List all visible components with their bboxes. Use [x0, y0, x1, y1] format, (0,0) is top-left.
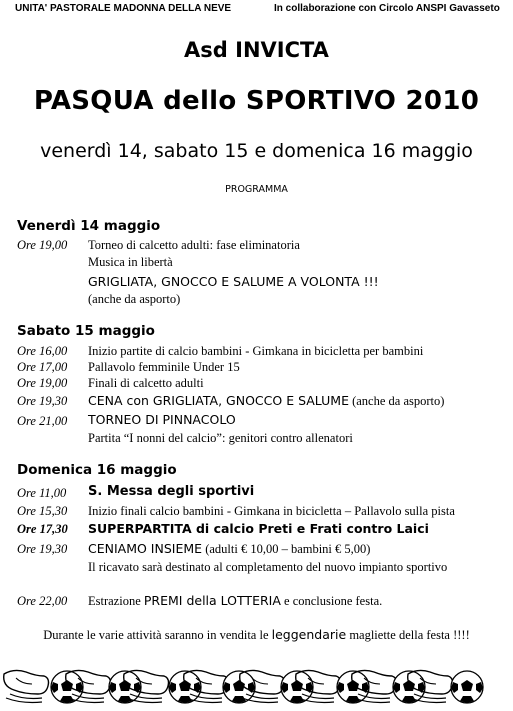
lottery-text: Estrazione: [88, 594, 144, 608]
sunday-time: Ore 22,00: [17, 594, 68, 608]
soccer-ball-icon: [109, 671, 141, 703]
sunday-event: Inizio finali calcio bambini - Gimkana in bicicletta – Pallavolo sulla pista: [88, 504, 455, 518]
friday-event-line: (anche da asporto): [88, 292, 181, 306]
soccer-ball-icon: [51, 671, 83, 703]
friday-event-line: Musica in libertà: [88, 255, 173, 269]
soccer-ball-icon: [451, 671, 483, 703]
superpartita-title: SUPERPARTITA di calcio Preti e Frati contro Laici: [88, 521, 429, 536]
ceniamo-title: CENIAMO INSIEME: [88, 541, 203, 556]
closing-part: Durante le varie attività saranno in vendita le: [43, 628, 272, 642]
lottery-row: [88, 592, 382, 610]
lottery-title: PREMI della LOTTERIA: [143, 593, 281, 608]
saturday-time: Ore 19,30: [17, 394, 68, 408]
sunday-time: Ore 11,00: [17, 486, 67, 500]
sunday-time: Ore 15,30: [17, 504, 68, 518]
saturday-time: Ore 17,00: [17, 360, 68, 374]
sunday-time: Ore 17,30: [17, 522, 68, 536]
dinner-title: CENA con GRIGLIATA, GNOCCO E SALUME: [88, 393, 349, 408]
saturday-time: Ore 19,00: [17, 376, 68, 390]
saturday-event: Finali di calcetto adulti: [88, 376, 204, 390]
nonni-match: Partita “I nonni del calcio”: genitori contro allenatori: [88, 431, 353, 445]
club-title: Asd INVICTA: [184, 38, 329, 62]
soccer-ball-icon: [337, 671, 369, 703]
saturday-time: Ore 16,00: [17, 344, 68, 358]
lottery-end: e conclusione festa.: [280, 594, 383, 608]
ceniamo-row: [88, 540, 370, 558]
soccer-ball-icon: [169, 671, 201, 703]
sunday-heading: Domenica 16 maggio: [17, 462, 177, 478]
mass-title: S. Messa degli sportivi: [88, 484, 255, 499]
ceniamo-note: Il ricavato sarà destinato al completamento del nuovo impianto sportivo: [88, 560, 448, 574]
player-foot-icon: [4, 670, 49, 702]
closing-part: magliette della festa !!!!: [346, 628, 470, 642]
ceniamo-prices: (adulti € 10,00 – bambini € 5,00): [202, 542, 371, 556]
event-title: PASQUA dello SPORTIVO 2010: [33, 86, 480, 116]
closing-emph: leggendarie: [271, 627, 347, 642]
friday-event-line: GRIGLIATA, GNOCCO E SALUME A VOLONTA !!!: [88, 274, 379, 289]
dinner-note: (anche da asporto): [348, 394, 445, 408]
sunday-time: Ore 19,30: [17, 542, 68, 556]
saturday-event: Pallavolo femminile Under 15: [88, 360, 240, 374]
closing-note: [0, 626, 513, 644]
soccer-ball-icon: [393, 671, 425, 703]
pinnacolo-title: TORNEO DI PINNACOLO: [88, 412, 236, 427]
soccer-ball-icon: [281, 671, 313, 703]
program-label: PROGRAMMA: [225, 184, 288, 195]
collaboration-label: In collaborazione con Circolo ANSPI Gavasseto: [274, 3, 500, 14]
event-dates: venerdì 14, sabato 15 e domenica 16 maggio: [40, 140, 473, 162]
soccer-ball-icon: [223, 671, 255, 703]
saturday-heading: Sabato 15 maggio: [17, 323, 155, 339]
friday-event-line: Torneo di calcetto adulti: fase eliminatoria: [88, 238, 300, 252]
friday-time-1900: Ore 19,00: [17, 238, 68, 252]
footer-decoration: [0, 660, 513, 706]
players-and-balls-row: [0, 660, 513, 706]
friday-heading: Venerdì 14 maggio: [17, 218, 161, 234]
saturday-time: Ore 21,00: [17, 414, 68, 428]
saturday-event: Inizio partite di calcio bambini - Gimkana in bicicletta per bambini: [88, 344, 424, 358]
saturday-dinner: [88, 392, 444, 410]
organizer-label: UNITA' PASTORALE MADONNA DELLA NEVE: [15, 3, 232, 14]
